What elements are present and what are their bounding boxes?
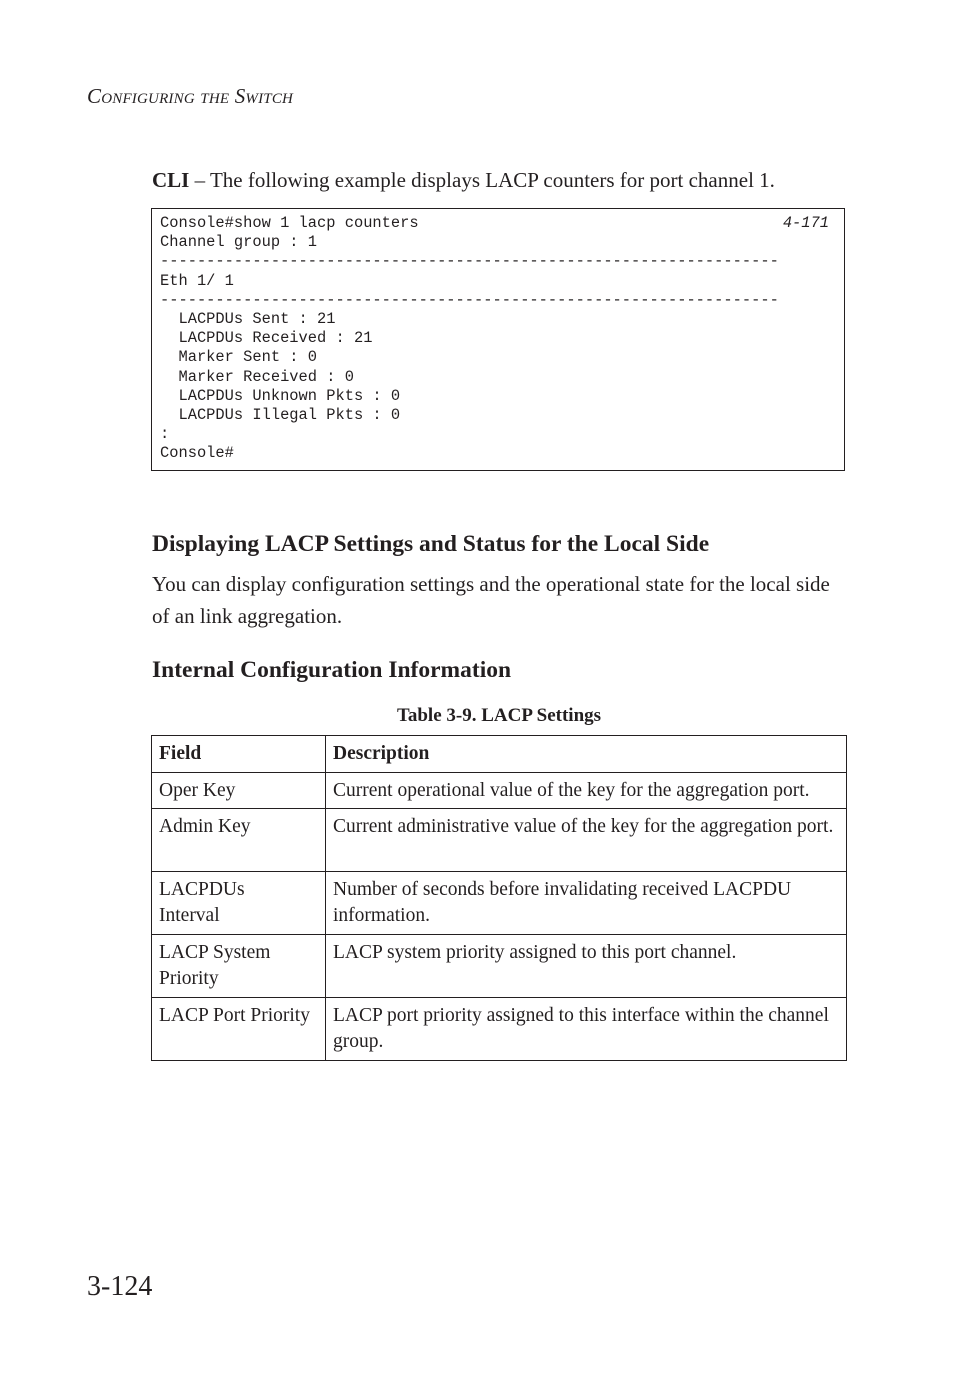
field-cell	[152, 935, 326, 998]
field-cell: LACP Port Priority	[152, 998, 326, 1061]
subsection-heading: Internal Configuration Information	[152, 657, 512, 683]
section-paragraph: You can display configuration settings and the operational state for the local side of an link aggregation.	[152, 572, 830, 628]
table-row	[152, 773, 847, 809]
table-header-row	[152, 736, 847, 773]
description-cell: LACP port priority assigned to this interface within the channel group.	[326, 998, 847, 1061]
field-cell: Oper Key	[152, 773, 326, 809]
field-cell-text: LACP System Priority	[159, 942, 271, 989]
column-header-field: Field	[152, 736, 326, 773]
description-cell: Number of seconds before invalidating received LACPDU information.	[326, 872, 847, 935]
table-caption: Table 3-9. LACP Settings	[396, 705, 602, 726]
description-cell: Current operational value of the key for the aggregation port.	[326, 773, 847, 809]
table-row	[152, 809, 847, 872]
code-cross-reference: 4-171	[782, 214, 829, 232]
code-example-box	[151, 208, 845, 471]
field-cell-text: LACPDUs Interval	[159, 879, 245, 926]
lacp-settings-table	[151, 735, 847, 1061]
field-cell	[152, 872, 326, 935]
description-cell: Current administrative value of the key for the aggregation port.	[326, 809, 847, 872]
page-number: 3-124	[87, 1271, 153, 1302]
cli-intro-text: – The following example displays LACP counters for port channel 1.	[189, 168, 775, 192]
table-row	[152, 935, 847, 998]
code-example: Console#show 1 lacp counters Channel group : 1 ------------------------------------------------------------------- Eth 1/ 1 ------------------------------------------------------------------- LACPDUs Sent : 21 LACPDUs Received : 21 Marker Sent : 0 Marker Received : 0 LACPDUs Unknown Pkts : 0 LACPDUs Illegal Pkts : 0 : Console#	[160, 214, 779, 463]
section-heading: Displaying LACP Settings and Status for the Local Side	[152, 531, 710, 557]
cli-label: CLI	[152, 168, 190, 192]
table-row	[152, 998, 847, 1061]
cli-intro	[152, 168, 775, 193]
description-cell: LACP system priority assigned to this port channel.	[326, 935, 847, 998]
field-cell: Admin Key	[152, 809, 326, 872]
table-row	[152, 872, 847, 935]
column-header-description: Description	[326, 736, 847, 773]
running-header: Configuring the Switch	[87, 84, 294, 108]
